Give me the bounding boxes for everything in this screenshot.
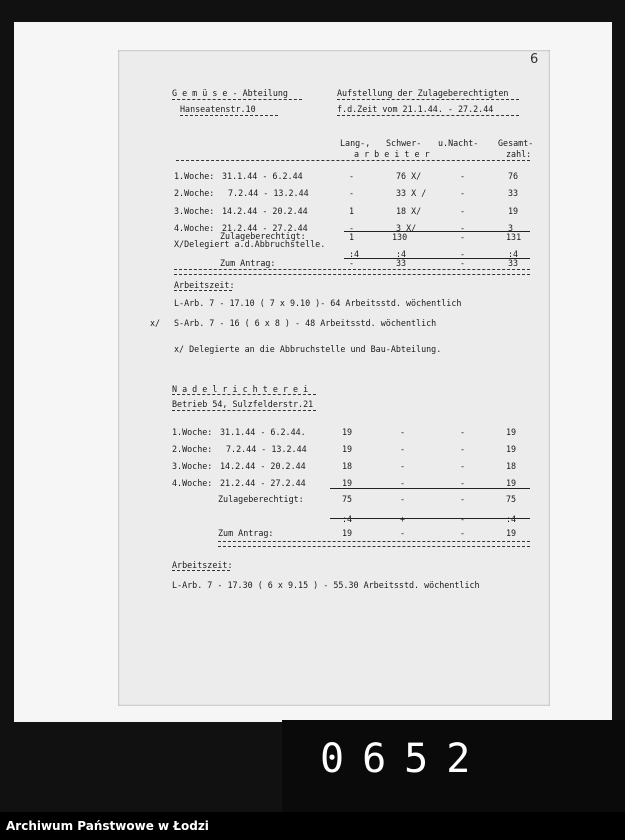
nacht-value: - <box>460 461 466 471</box>
lang-value: 18 <box>342 461 353 471</box>
divider <box>172 394 316 395</box>
schwer-value: 33 X / <box>396 188 427 198</box>
lang-value: 1 <box>349 206 355 216</box>
l-arb-line: L-Arb. 7 - 17.30 ( 6 x 9.15 ) - 55.30 Arbeitsstd. wöchentlich <box>172 580 480 590</box>
antrag-label: Zum Antrag: <box>220 258 276 268</box>
nacht-value: - <box>460 478 466 488</box>
s-arb-mark: x/ <box>150 318 161 328</box>
page-number: 6 <box>530 52 539 67</box>
schwer-value: 18 X/ <box>396 206 422 216</box>
div-lang: :4 <box>349 249 360 259</box>
zulage-label: Zulageberechtigt: <box>218 494 304 504</box>
week-label: 3.Woche: <box>172 461 213 471</box>
divider <box>337 115 519 116</box>
total-value: 19 <box>506 444 517 454</box>
col-lang: Lang-, <box>340 138 371 148</box>
nacht-value: - <box>460 171 466 181</box>
antrag-schwer: 33 <box>396 258 407 268</box>
antrag-nacht: - <box>460 258 466 268</box>
divider <box>337 99 519 100</box>
week-dates: 31.1.44 - 6.2.44. <box>220 427 306 437</box>
divider <box>176 160 530 161</box>
div-nacht: - <box>460 514 466 524</box>
lang-value: - <box>349 188 355 198</box>
schwer-value: - <box>400 478 406 488</box>
div-total: :4 <box>506 514 517 524</box>
nacht-value: - <box>460 188 466 198</box>
schwer-value: - <box>400 461 406 471</box>
nacht-value: - <box>460 206 466 216</box>
col-nacht: u.Nacht- <box>438 138 479 148</box>
divider <box>180 115 278 116</box>
sum-line <box>344 231 530 232</box>
document-page <box>118 50 550 706</box>
antrag-total: 33 <box>508 258 519 268</box>
week-label: 4.Woche: <box>172 478 213 488</box>
schwer-value: 76 X/ <box>396 171 422 181</box>
nacht-value: - <box>460 223 466 233</box>
zulage-label: Zulageberechtigt: <box>220 231 306 241</box>
week-label: 3.Woche: <box>174 206 215 216</box>
col-arbeiter: a r b e i t e r <box>354 149 430 159</box>
zulage-total: 131 <box>506 232 522 242</box>
lang-value: 19 <box>342 444 353 454</box>
total-value: 76 <box>508 171 519 181</box>
department-title: G e m ü s e - Abteilung <box>172 88 288 98</box>
col-schwer: Schwer- <box>386 138 422 148</box>
footnote: x/ Delegierte an die Abbruchstelle und Bau-Abteilung. <box>174 344 442 354</box>
total-value: 19 <box>508 206 519 216</box>
divider <box>174 269 530 270</box>
week-label: 1.Woche: <box>174 171 215 181</box>
lang-value: 19 <box>342 427 353 437</box>
divider <box>218 546 530 547</box>
week-dates: 21.2.44 - 27.2.44 <box>220 478 306 488</box>
arbeitszeit-label: Arbeitszeit: <box>174 280 235 290</box>
nacht-value: - <box>460 427 466 437</box>
div-schwer: :4 <box>396 249 407 259</box>
zulage-schwer: - <box>400 494 406 504</box>
total-value: 19 <box>506 478 517 488</box>
zulage-total: 75 <box>506 494 517 504</box>
week-dates: 14.2.44 - 20.2.44 <box>222 206 308 216</box>
total-value: 19 <box>506 427 517 437</box>
archive-name: Archiwum Państwowe w Łodzi <box>6 819 209 833</box>
schwer-value: - <box>400 444 406 454</box>
delegiert-note: X/Delegiert a.d.Abbruchstelle. <box>174 239 326 249</box>
divider <box>218 541 530 542</box>
total-value: 33 <box>508 188 519 198</box>
sum-line <box>330 488 530 489</box>
col-gesamt: Gesamt- <box>498 138 534 148</box>
zulage-lang: 1 <box>349 232 355 242</box>
week-dates: 7.2.44 - 13.2.44 <box>226 444 307 454</box>
week-label: 2.Woche: <box>174 188 215 198</box>
divider <box>172 570 230 571</box>
divider <box>172 99 302 100</box>
lang-value: 19 <box>342 478 353 488</box>
antrag-total: 19 <box>506 528 517 538</box>
s-arb-line: S-Arb. 7 - 16 ( 6 x 8 ) - 48 Arbeitsstd. wöchentlich <box>174 318 437 328</box>
schwer-value: 3 X/ <box>396 223 417 233</box>
week-label: 4.Woche: <box>174 223 215 233</box>
divider <box>174 290 232 291</box>
antrag-lang: 19 <box>342 528 353 538</box>
zulage-nacht: - <box>460 494 466 504</box>
section2-title: N a d e l r i c h t e r e i <box>172 384 309 394</box>
week-dates: 21.2.44 - 27.2.44 <box>222 223 308 233</box>
week-dates: 14.2.44 - 20.2.44 <box>220 461 306 471</box>
week-label: 1.Woche: <box>172 427 213 437</box>
schwer-value: - <box>400 427 406 437</box>
antrag-schwer: - <box>400 528 406 538</box>
div-lang: :4 <box>342 514 353 524</box>
divider <box>172 410 316 411</box>
zulage-lang: 75 <box>342 494 353 504</box>
antrag-nacht: - <box>460 528 466 538</box>
div-schwer: + <box>400 514 406 524</box>
antrag-lang: - <box>349 258 355 268</box>
archive-footer <box>0 812 625 840</box>
week-dates: 7.2.44 - 13.2.44 <box>228 188 309 198</box>
total-value: 3 <box>508 223 514 233</box>
antrag-label: Zum Antrag: <box>218 528 274 538</box>
sum-line <box>330 518 530 519</box>
div-total: :4 <box>508 249 519 259</box>
zulage-schwer: 130 <box>392 232 408 242</box>
zulage-nacht: - <box>460 232 466 242</box>
arbeitszeit-label: Arbeitszeit: <box>172 560 233 570</box>
lang-value: - <box>349 171 355 181</box>
lang-value: - <box>349 223 355 233</box>
div-nacht: - <box>460 249 466 259</box>
frame-number: 0652 <box>320 736 489 782</box>
section2-address: Betrieb 54, Sulzfelderstr.21 <box>172 399 314 409</box>
report-period: f.d.Zeit vom 21.1.44. - 27.2.44 <box>337 104 494 114</box>
total-value: 18 <box>506 461 517 471</box>
l-arb-line: L-Arb. 7 - 17.10 ( 7 x 9.10 )- 64 Arbeitsstd. wöchentlich <box>174 298 462 308</box>
sum-line <box>344 258 530 259</box>
nacht-value: - <box>460 444 466 454</box>
week-label: 2.Woche: <box>172 444 213 454</box>
department-address: Hanseatenstr.10 <box>180 104 256 114</box>
divider <box>174 274 530 275</box>
week-dates: 31.1.44 - 6.2.44 <box>222 171 303 181</box>
col-zahl: zahl: <box>506 149 532 159</box>
report-title: Aufstellung der Zulageberechtigten <box>337 88 509 98</box>
